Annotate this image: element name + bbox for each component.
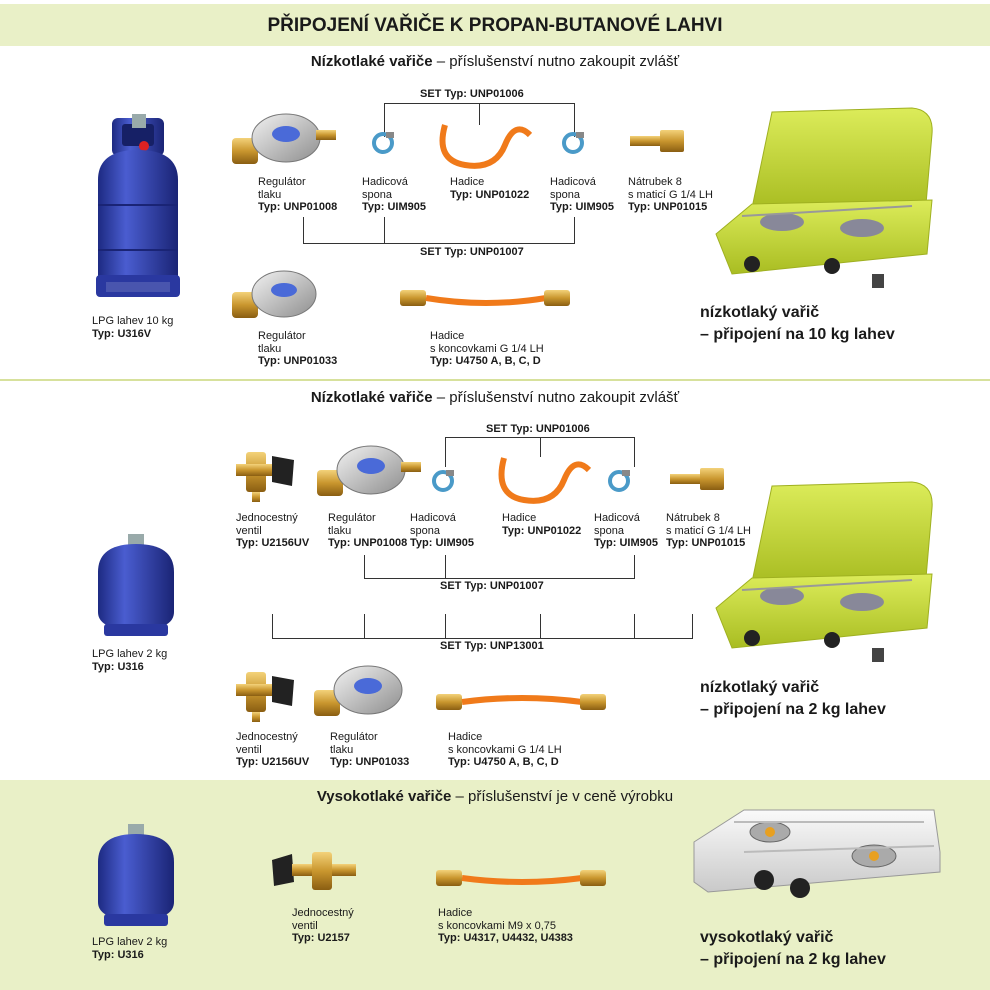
stove-caption-10kg: nízkotlaký vařič – připojení na 10 kg lahev [700,304,895,343]
section2-subtitle-rest: – příslušenství nutno zakoupit zvlášť [432,389,680,406]
item-label: Hadice s koncovkami M9 x 0,75 Typ: U4317, U4432, U4383 [438,907,573,944]
stove-caption-highpressure: vysokotlaký vařič – připojení na 2 kg lahev [700,929,886,968]
bottle-2kg-label: LPG lahev 2 kg Typ: U316 [92,936,168,961]
item-label: Jednocestný ventil Typ: U2156UV [236,731,310,768]
hose-clamp-icon [428,466,458,496]
section2-subtitle [0,389,990,406]
item-label: Hadicová spona Typ: UIM905 [594,512,658,549]
section2-subtitle-bold: Nízkotlaké vařiče [310,389,433,406]
section-divider [0,379,990,381]
lowpressure-stove-image [712,104,942,292]
item-label: Hadice Typ: UNP01022 [502,512,582,537]
item-label: Hadicová spona Typ: UIM905 [410,512,474,549]
item-label: Nátrubek 8 s maticí G 1/4 LH Typ: UNP01015 [666,512,751,549]
hose-with-fittings-image [434,690,609,714]
one-way-valve-image [270,846,360,898]
item-label: Hadice s koncovkami G 1/4 LH Typ: U4750 A, B, C, D [430,330,544,367]
bottle-2kg-label: LPG lahev 2 kg Typ: U316 [92,648,168,673]
page-title: PŘIPOJENÍ VAŘIČE K PROPAN-BUTANOVÉ LAHVI [267,15,723,36]
item-label: Regulátor tlaku Typ: UNP01008 [258,176,338,213]
item-label: Hadice Typ: UNP01022 [450,176,530,201]
bottle-10kg-label: LPG lahev 10 kg Typ: U316V [92,315,174,340]
pressure-regulator-image [230,112,340,170]
set-unp01007-label: SET Typ: UNP01007 [440,580,544,592]
item-label: Jednocestný ventil Typ: U2156UV [236,512,310,549]
hose-clamp-icon [604,466,634,496]
set-unp01007-label: SET Typ: UNP01007 [420,246,524,258]
section3-subtitle-bold: Vysokotlaké vařiče [316,788,452,805]
item-label: Hadice s koncovkami G 1/4 LH Typ: U4750 A, B, C, D [448,731,562,768]
hose-clamp-icon [558,128,588,158]
item-label: Hadicová spona Typ: UIM905 [362,176,426,213]
section1-subtitle-bold: Nízkotlaké vařiče [310,53,433,70]
item-label: Regulátor tlaku Typ: UNP01033 [258,330,338,367]
set-bracket-bottom [303,243,575,244]
set-unp13001-label: SET Typ: UNP13001 [440,640,544,652]
item-label: Regulátor tlaku Typ: UNP01033 [330,731,410,768]
pressure-regulator-image [230,268,320,324]
nipple-fitting-image [628,126,688,156]
stove-caption-2kg: nízkotlaký vařič – připojení na 2 kg lahev [700,679,886,718]
lpg-bottle-2kg-image [90,822,182,930]
lpg-bottle-2kg-image [90,532,182,640]
lpg-bottle-10kg-image [88,110,188,305]
item-label: Nátrubek 8 s maticí G 1/4 LH Typ: UNP01015 [628,176,713,213]
item-label: Hadicová spona Typ: UIM905 [550,176,614,213]
section1-subtitle-rest: – příslušenství nutno zakoupit zvlášť [432,53,680,70]
item-label: Regulátor tlaku Typ: UNP01008 [328,512,408,549]
hose-image [435,115,535,175]
item-label: Jednocestný ventil Typ: U2157 [292,907,354,944]
set-unp01006-label: SET Typ: UNP01006 [486,423,590,435]
hose-clamp-icon [368,128,398,158]
section3-subtitle-rest: – příslušenství je v ceně výrobku [451,788,674,805]
section1-subtitle [0,53,990,70]
highpressure-stove-image [684,802,942,922]
one-way-valve-image [232,666,298,726]
hose-image [494,450,594,510]
set-unp01006-label: SET Typ: UNP01006 [420,88,524,100]
one-way-valve-image [232,446,298,506]
lowpressure-stove-image [712,478,942,666]
pressure-regulator-image [312,664,408,722]
pressure-regulator-image [315,444,425,502]
hose-with-fittings-image [434,866,609,890]
hose-with-fittings-image [398,286,573,310]
